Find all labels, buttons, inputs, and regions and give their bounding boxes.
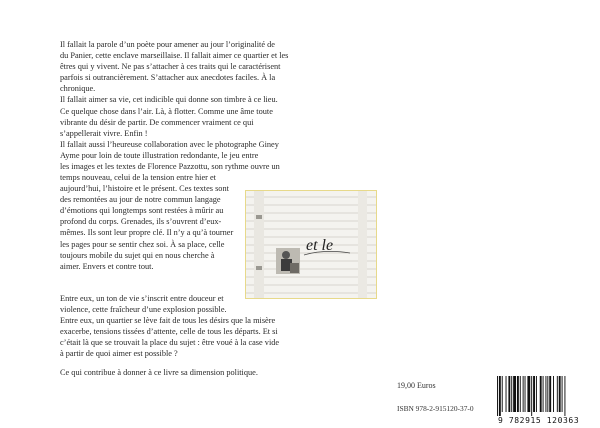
barcode-bars [495, 376, 595, 416]
text-line: Il fallait aussi l’heureuse collaboration avec le photographe Giney [60, 139, 279, 149]
isbn-label: ISBN 978-2-915120-37-0 [397, 404, 474, 413]
barcode-bar [533, 376, 535, 412]
barcode-bar [497, 376, 498, 416]
barcode-bar [511, 376, 512, 412]
barcode-bar [527, 376, 530, 412]
text-line: violence, cette fraîcheur d’une explosion possible. [60, 305, 227, 315]
barcode-bar [499, 376, 501, 416]
text-line: s’appellerait vivre. Enfin ! [60, 128, 148, 138]
barcode-bar [508, 376, 510, 412]
text-line: parfois si outrancièrement. S’attacher aux anecdotes faciles. À la [60, 73, 276, 83]
text-line: toujours mobile du sujet qui en nous cherche à [60, 250, 215, 260]
barcode-bar [545, 376, 546, 412]
text-line: du Panier, cette enclave marseillaise. Il fallait aimer ce quartier et les [60, 51, 289, 61]
barcode-bar [559, 376, 561, 412]
text-line: Il fallait la parole d’un poète pour amener au jour l’originalité de [60, 40, 275, 49]
barcode-bar [520, 376, 521, 412]
text-line: des remontées au jour de notre commun langage [60, 195, 221, 205]
barcode-bar [562, 376, 563, 412]
text-line: Ce quelque chose dans l’air. Là, à flotter. Comme une âme toute [60, 106, 273, 116]
barcode-bar [502, 376, 503, 412]
text-line: mêmes. Ils sont leur propre clé. Il n’y a qu’à tourner [60, 228, 234, 238]
barcode-bar [525, 376, 526, 412]
barcode-bar [517, 376, 519, 412]
barcode-bar [564, 376, 565, 416]
text-line: profond du corps. Grenades, ils s’ouvrent d’eux- [60, 217, 222, 227]
text-line: aimer. Envers et contre tout. [60, 261, 154, 271]
barcode-bar [557, 376, 558, 412]
text-line: Il fallait aimer sa vie, cet indicible qui donne son timbre à ce lieu. [60, 95, 278, 105]
text-line: aujourd’hui, l’histoire et le présent. Ces textes sont [60, 184, 229, 194]
barcode-number: 9 782915 120363 [498, 416, 580, 425]
barcode-bar [523, 376, 524, 412]
text-line: Entre eux, un ton de vie s’inscrit entre douceur et [60, 294, 224, 303]
photo-graffiti-text: et le [306, 237, 334, 254]
text-line: exacerbe, tensions tissées d’attente, celle de tous les départs. Et si [60, 327, 278, 337]
text-line: Entre eux, un quartier se lève fait de tous les désirs que la misère [60, 316, 276, 326]
text-line: Ce qui contribue à donner à ce livre sa dimension politique. [60, 368, 258, 377]
text-line: Ayme pour loin de toute illustration redondante, le jeu entre [60, 150, 259, 160]
text-line: d’émotions qui longtemps sont restées à mûrir au [60, 206, 224, 216]
text-line: êtres qui y vivent. Ne pas s’attacher à ces traits qui le caractérisent [60, 62, 281, 72]
shutter-photo-illustration [246, 191, 376, 298]
barcode-bar [531, 376, 532, 416]
barcode-bar [513, 376, 516, 412]
barcode-bar [543, 376, 544, 412]
cover-photo [245, 190, 377, 299]
text-line: les pages pour se sentir chez soi. À sa place, celle [60, 239, 225, 249]
text-line: chronique. [60, 84, 96, 94]
barcode-bar [547, 376, 548, 412]
blurb-paragraph-1 [60, 39, 378, 172]
price-label: 19,00 Euros [397, 381, 436, 390]
barcode-bar [506, 376, 507, 412]
text-line: à partir de quoi aimer est possible ? [60, 349, 178, 359]
barcode-bar [536, 376, 537, 412]
text-line: les images et les textes de Florence Pazzottu, son rythme ouvre un [60, 162, 280, 172]
blurb-paragraph-4 [60, 293, 378, 360]
barcode-bar [553, 376, 554, 412]
text-line: c’était là que se trouvait la place du sujet : être voué à la case vide [60, 338, 280, 348]
text-line: vibrante du désir de partir. De commencer vraiment ce qui [60, 117, 254, 127]
barcode-bar [549, 376, 551, 412]
barcode-bar [540, 376, 542, 412]
text-line: temps nouveau, celui de la tension entre hier et [60, 173, 216, 182]
blurb-paragraph-5 [60, 367, 378, 378]
